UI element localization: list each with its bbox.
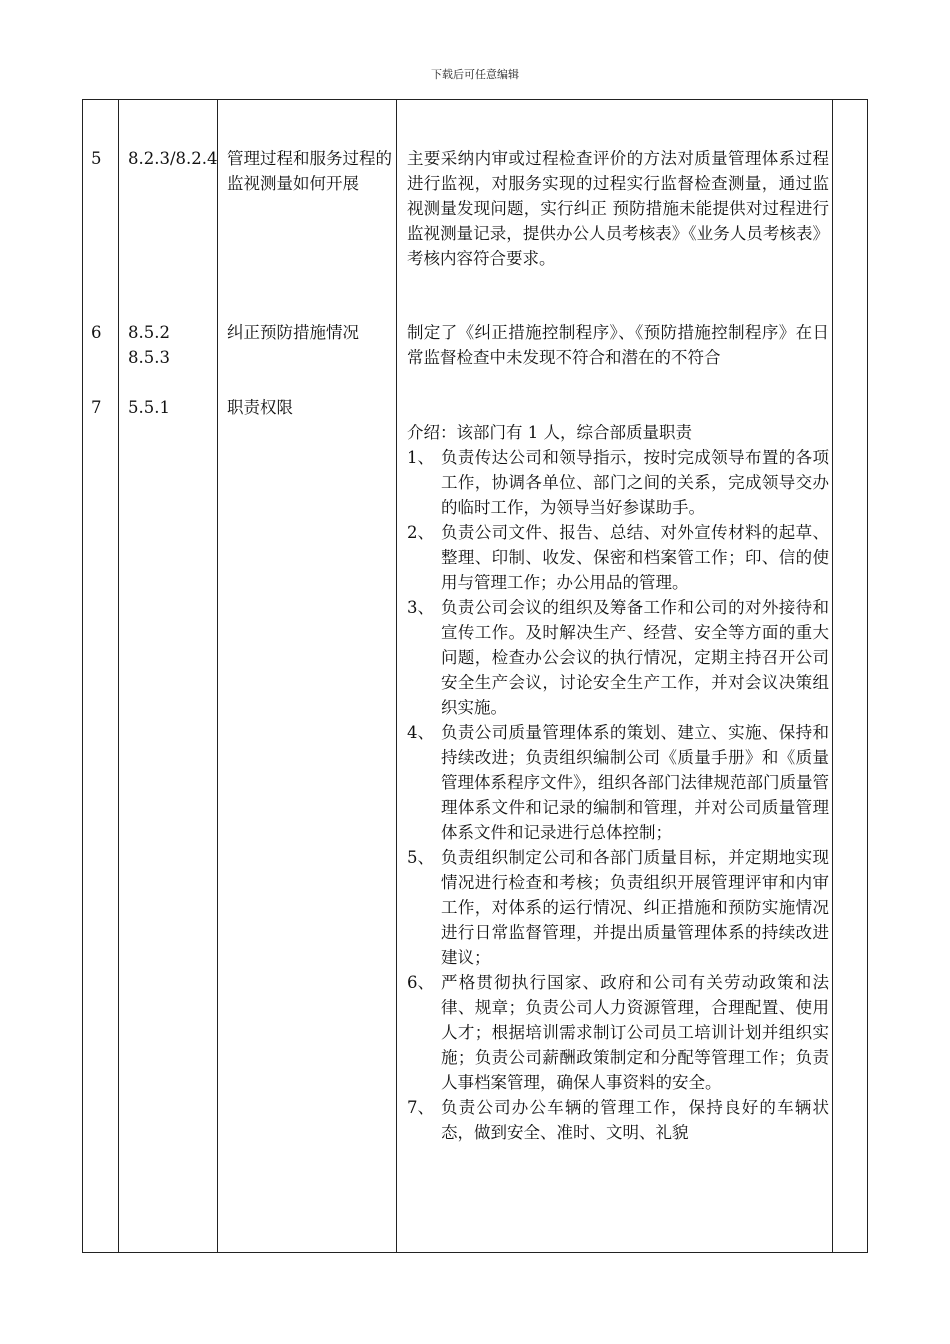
list-number: 1、 — [407, 448, 434, 467]
list-number: 3、 — [407, 598, 434, 617]
list-item — [407, 845, 829, 970]
page-header: 下载后可任意编辑 — [431, 68, 519, 81]
column-divider — [832, 100, 833, 1252]
list-number: 2、 — [407, 523, 434, 542]
clause-ref-line: 8.5.3 — [128, 348, 170, 367]
audit-item: 纠正预防措施情况 — [227, 323, 359, 342]
column-divider — [396, 100, 397, 1252]
list-item — [407, 595, 829, 720]
list-number: 4、 — [407, 723, 434, 742]
clause-ref — [128, 320, 170, 370]
list-item — [407, 720, 829, 845]
audit-finding: 主要采纳内审或过程检查评价的方法对质量管理体系过程进行监视，对服务实现的过程实行监督检查测量，通过监视测量发现问题，实行纠正 预防措施未能提供对过程进行监视测量记录，提供办公人员考核表》《业务人员考核表》考核内容符合要求。 — [407, 149, 829, 268]
audit-item: 职责权限 — [227, 398, 293, 417]
row-number: 5 — [91, 149, 102, 168]
list-item — [407, 445, 829, 520]
list-text: 严格贯彻执行国家、政府和公司有关劳动政策和法律、规章；负责公司人力资源管理，合理配置、使用人才；根据培训需求制订公司员工培训计划并组织实施；负责公司薪酬政策制定和分配等管理工作；负责人事档案管理，确保人事资料的安全。 — [441, 973, 829, 1092]
list-number: 6、 — [407, 973, 434, 992]
audit-table — [82, 99, 868, 1253]
audit-finding: 制定了《纠正措施控制程序》、《预防措施控制程序》在日常监督检查中未发现不符合和潜在的不符合 — [407, 323, 829, 367]
list-text: 负责公司质量管理体系的策划、建立、实施、保持和持续改进；负责组织编制公司《质量手册》和《质量管理体系程序文件》，组织各部门法律规范部门质量管理体系文件和记录的编制和管理，并对公司质量管理体系文件和记录进行总体控制； — [441, 723, 829, 842]
duties-intro: 介绍：该部门有 1 人，综合部质量职责 — [407, 423, 692, 442]
list-text: 负责公司文件、报告、总结、对外宣传材料的起草、整理、印制、收发、保密和档案管工作；印、信的使用与管理工作；办公用品的管理。 — [441, 523, 829, 592]
column-divider — [118, 100, 119, 1252]
list-text: 负责公司会议的组织及筹备工作和公司的对外接待和宣传工作。及时解决生产、经营、安全等方面的重大问题，检查办公会议的执行情况，定期主持召开公司安全生产会议，讨论安全生产工作，并对会议决策组织实施。 — [441, 598, 829, 717]
clause-ref: 8.2.3/8.2.4 — [128, 149, 218, 168]
row-number: 7 — [91, 398, 102, 417]
audit-item: 管理过程和服务过程的监视测量如何开展 — [227, 149, 392, 193]
list-item — [407, 970, 829, 1095]
list-number: 5、 — [407, 848, 434, 867]
list-text: 负责公司办公车辆的管理工作，保持良好的车辆状态，做到安全、准时、文明、礼貌 — [441, 1098, 829, 1142]
duties-block — [407, 420, 829, 1145]
duties-list — [407, 445, 829, 1145]
clause-ref-line: 8.5.2 — [128, 323, 170, 342]
list-text: 负责组织制定公司和各部门质量目标，并定期地实现情况进行检查和考核；负责组织开展管理评审和内审工作，对体系的运行情况、纠正措施和预防实施情况进行日常监督管理，并提出质量管理体系的持续改进建议； — [441, 848, 829, 967]
row-number: 6 — [91, 323, 102, 342]
clause-ref: 5.5.1 — [128, 398, 170, 417]
list-item — [407, 520, 829, 595]
column-divider — [217, 100, 218, 1252]
list-text: 负责传达公司和领导指示，按时完成领导布置的各项工作，协调各单位、部门之间的关系，完成领导交办的临时工作，为领导当好参谋助手。 — [441, 448, 829, 517]
list-item — [407, 1095, 829, 1145]
list-number: 7、 — [407, 1098, 434, 1117]
